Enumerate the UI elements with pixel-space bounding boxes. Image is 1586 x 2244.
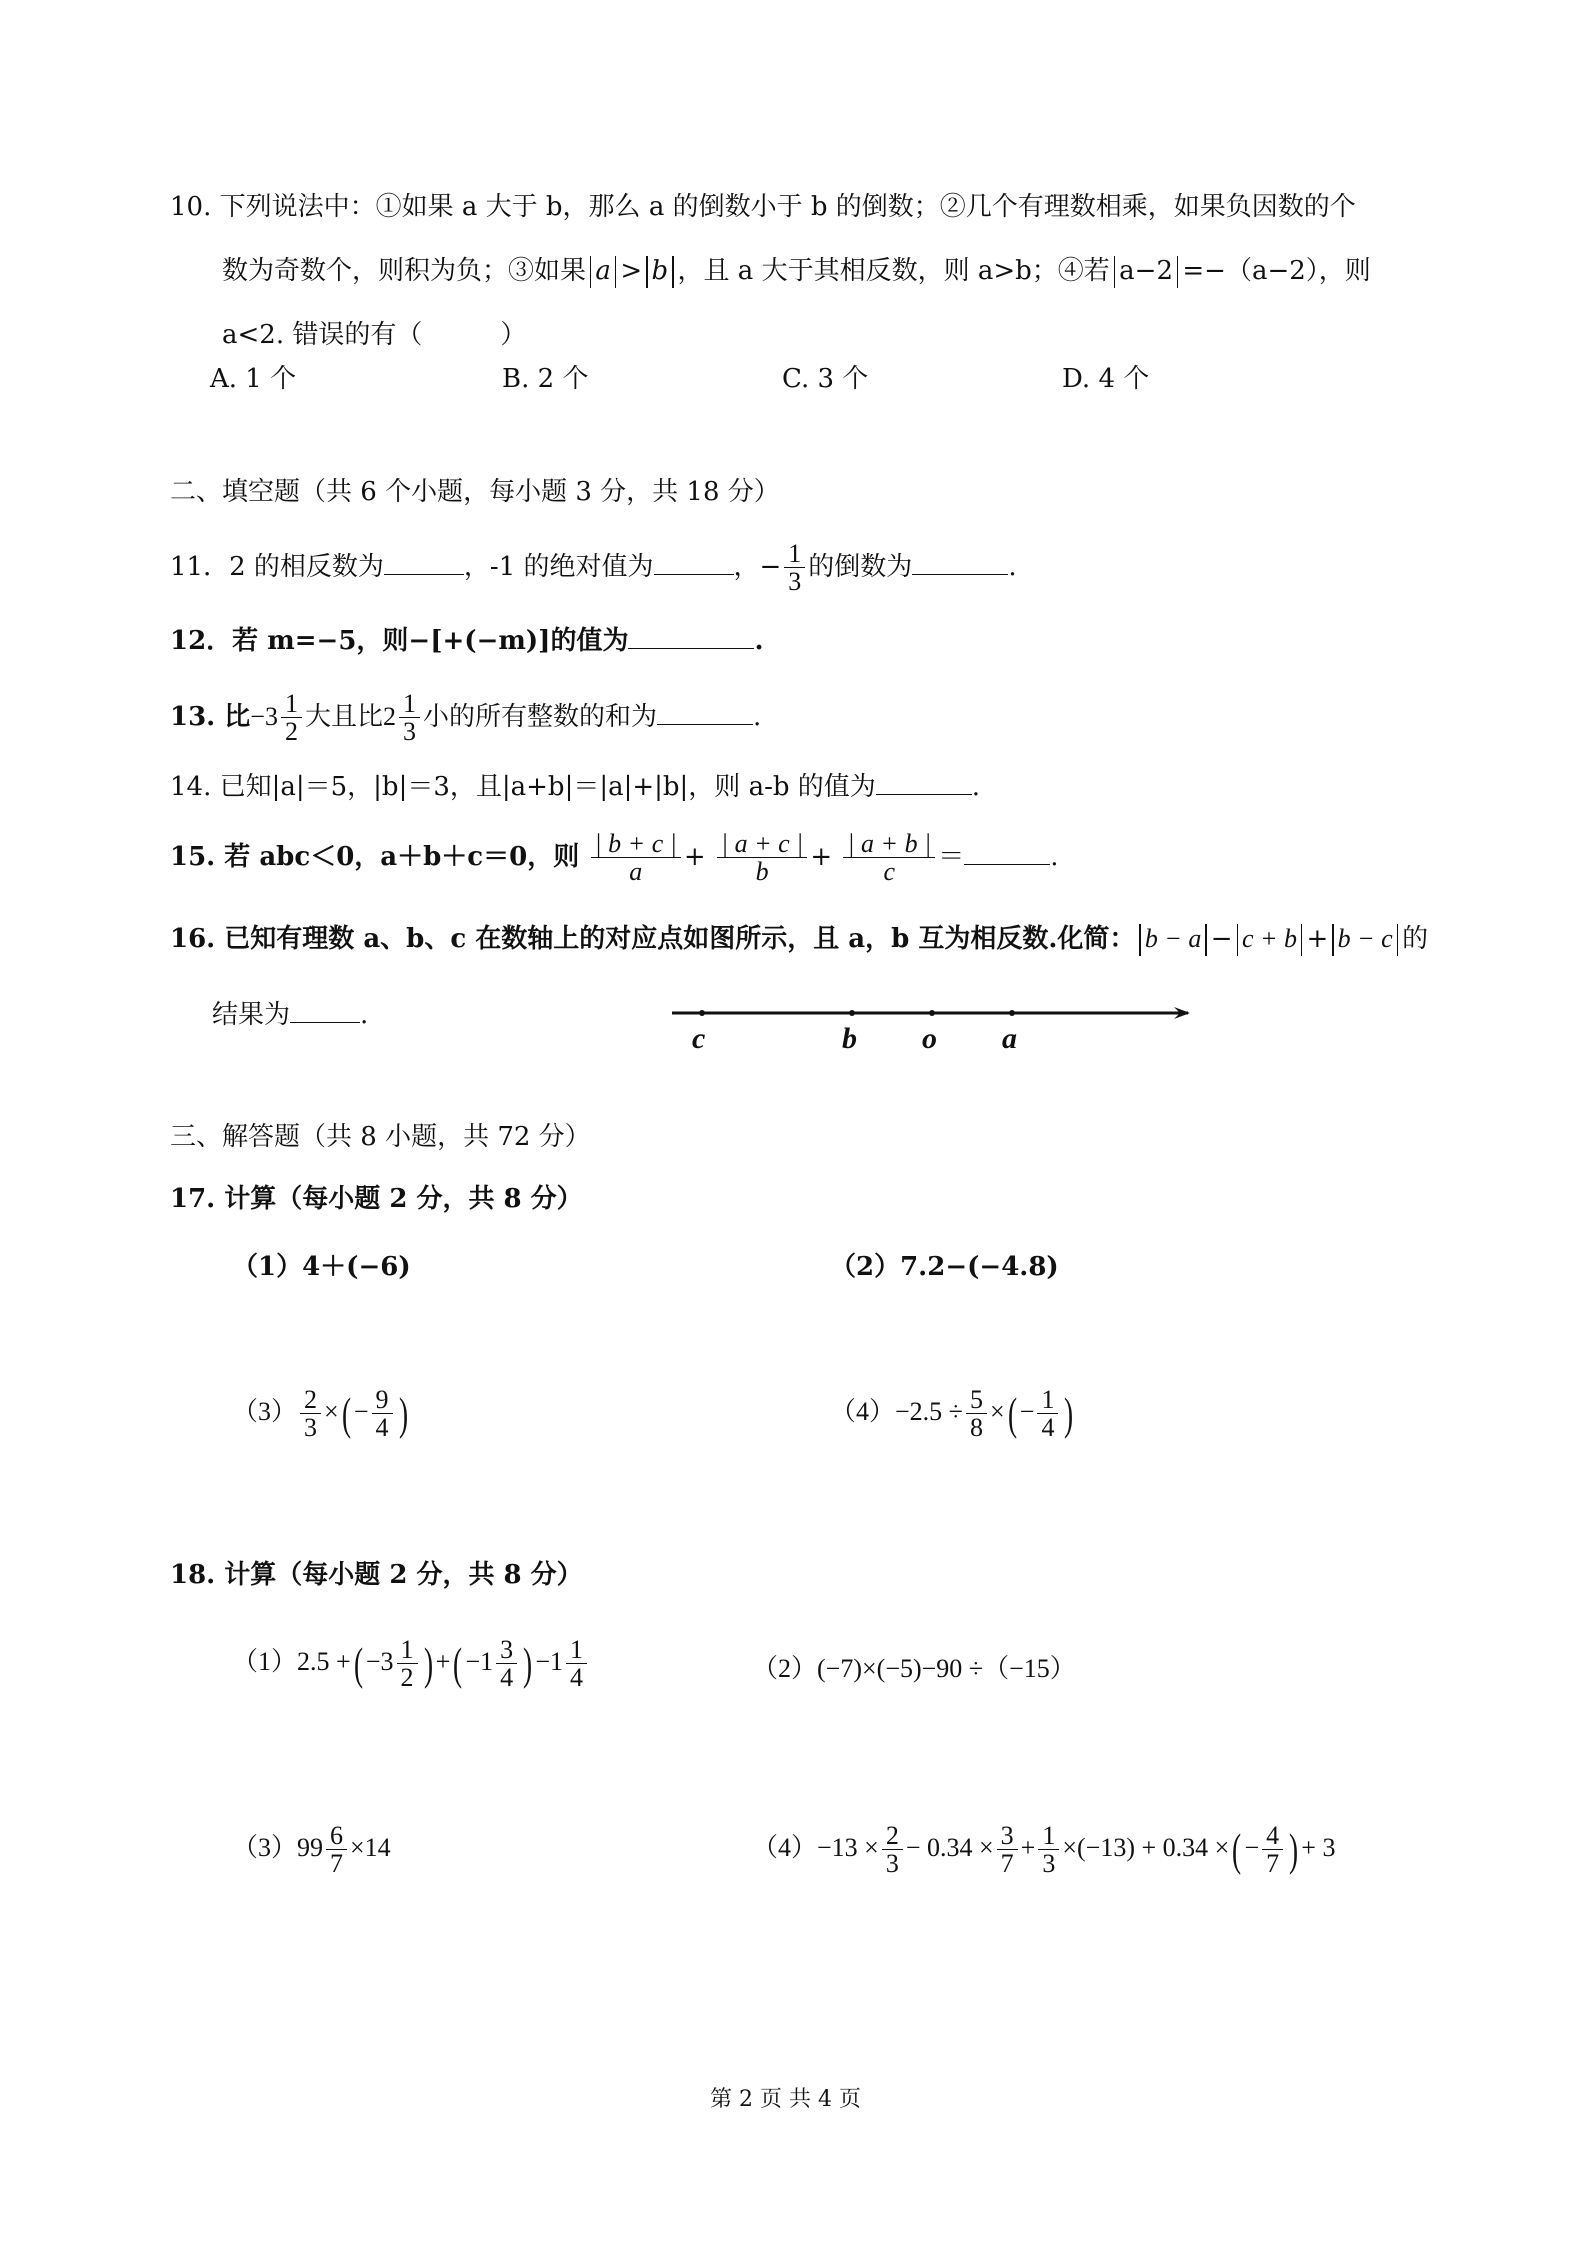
q18-part-2: （2）(−7)×(−5)−90 ÷（−15） [752, 1654, 1076, 1683]
q10-line-3: a<2. 错误的有（ ） [222, 320, 527, 350]
q10-option-c: C. 3 个 [782, 364, 869, 394]
q16-line-1: 16. 已知有理数 a、b、c 在数轴上的对应点如图所示，且 a，b 互为相反数.化简： b − a − c + b + b − c 的 [170, 924, 1429, 954]
q12: 12．若 m=−5，则−[+(−m)]的值为 . [170, 622, 764, 658]
axis-label-b: b [842, 1022, 857, 1055]
point-o [929, 1010, 935, 1016]
q18-part-3: （3）99 $\frac{6}{7}$ ×14 [232, 1821, 391, 1879]
q10-option-a: A. 1 个 [210, 364, 297, 394]
q11: 11．2 的相反数为 ，-1 的绝对值为 ，− $\frac{1}{3}$ 的倒数为 . [170, 539, 1017, 597]
q17-title: 17. 计算（每小题 2 分，共 8 分） [170, 1184, 583, 1214]
q17-part-4: （4）−2.5 ÷ $\frac{5}{8}$ ×( − $\frac{1}{4}$ ) [830, 1385, 1074, 1443]
q17-part-2: （2）7.2−(−4.8) [830, 1252, 1059, 1282]
q14: 14. 已知|a|＝5，|b|＝3，且|a+b|＝|a|+|b|，则 a-b 的值为 . [170, 768, 980, 804]
number-line-figure [670, 998, 1210, 1028]
axis-label-a: a [1002, 1022, 1017, 1055]
q10-line-2: 数为奇数个，则积为负；③如果 a > b ，且 a 大于其相反数，则 a>b；④若 a−2 =−（a−2），则 [222, 256, 1371, 286]
q18-part-1: （1）2.5 +( −3 $\frac{1}{2}$ ) +( −1 $\frac{3}{4}$ ) −1 $\frac{1}{4}$ [232, 1636, 590, 1692]
q10-option-d: D. 4 个 [1062, 364, 1150, 394]
section-2-heading: 二、填空题（共 6 个小题，每小题 3 分，共 18 分） [170, 477, 780, 507]
q15: 15. 若 abc＜0，a＋b＋c＝0，则 $\frac{| b + c |}{a}$ + $\frac{| a + c |}{b}$ + $\frac{| a + b |}{c}$ ＝ . [170, 829, 1059, 887]
q10-option-b: B. 2 个 [502, 364, 589, 394]
q18-part-4: （4）−13 × $\frac{2}{3}$ − 0.34 × $\frac{3}{7}$ + $\frac{1}{3}$ ×(−13) + 0.34 ×( − $\frac{4}{7}$ ) + 3 [752, 1821, 1336, 1879]
axis-label-o: o [922, 1022, 937, 1055]
q17-part-3: （3） $\frac{2}{3}$ ×( − $\frac{9}{4}$ ) [232, 1385, 408, 1443]
q10-line-1: 10. 下列说法中：①如果 a 大于 b，那么 a 的倒数小于 b 的倒数；②几个有理数相乘，如果负因数的个 [170, 192, 1356, 222]
page-footer: 第 2 页 共 4 页 [710, 2087, 861, 2112]
q17-part-1: （1）4＋(−6) [232, 1252, 411, 1282]
point-a [1009, 1010, 1015, 1016]
q16-line-2: 结果为 . [212, 996, 368, 1032]
axis-label-c: c [692, 1022, 706, 1055]
point-b [849, 1010, 855, 1016]
section-3-heading: 三、解答题（共 8 小题，共 72 分） [170, 1122, 591, 1152]
q13: 13. 比−3 $\frac{1}{2}$ 大且比2 $\frac{1}{3}$ 小的所有整数的和为 . [170, 689, 762, 747]
point-c [699, 1010, 705, 1016]
q18-title: 18. 计算（每小题 2 分，共 8 分） [170, 1560, 583, 1590]
